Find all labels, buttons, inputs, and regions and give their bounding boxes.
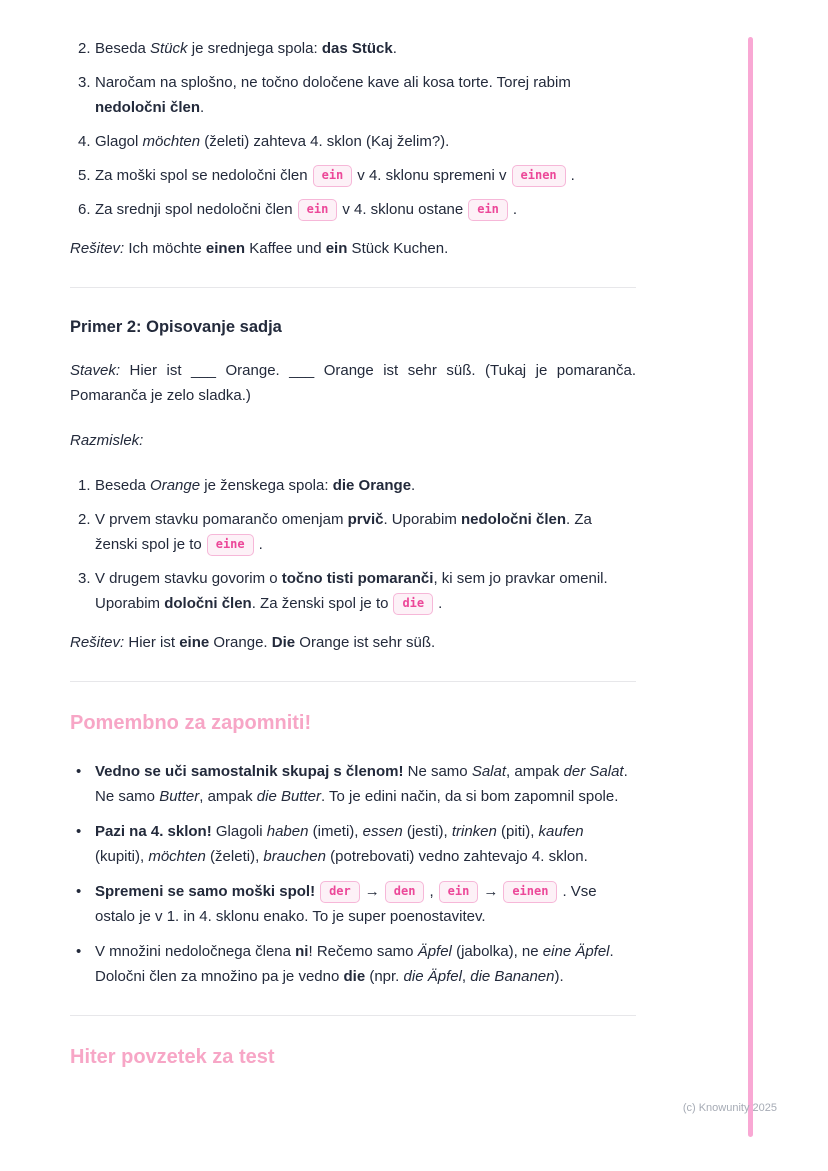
text-run: Beseda <box>95 40 151 57</box>
text-run: Glagoli <box>211 823 267 840</box>
list-item <box>70 566 636 616</box>
text-run: Hier ist ___ Orange. ___ Orange ist sehr süß. (Tukaj je pomaranča. Pomaranča je zelo sladka.) <box>70 362 636 404</box>
text-run: Kaffee und <box>245 240 326 257</box>
list-item-number: 3. <box>78 570 91 587</box>
text-run: das Stück <box>321 40 393 57</box>
text-run: je srednjega spola: <box>187 40 322 57</box>
list-item <box>70 879 636 929</box>
bullet-marker: • <box>76 823 82 840</box>
text-run: Beseda <box>95 477 151 494</box>
text-run: nedoločni člen <box>95 99 201 116</box>
list-item-number: 4. <box>78 133 91 150</box>
example2-steps-list <box>70 473 636 616</box>
text-run: . Za ženski spol je to <box>95 511 592 553</box>
text-run: (jabolka), ne <box>451 943 543 960</box>
example2-reflection-label <box>70 428 636 453</box>
bullet-marker: • <box>76 943 82 960</box>
list-item-number: 5. <box>78 167 91 184</box>
text-run: die Bananen <box>470 968 555 985</box>
list-item-text <box>95 819 636 869</box>
text-run: Die <box>271 634 296 651</box>
text-run: , <box>429 883 434 900</box>
example1-steps-list <box>70 36 636 222</box>
text-run: prvič <box>347 511 384 528</box>
text-run: Hier ist <box>124 634 180 651</box>
list-item-text <box>95 36 636 61</box>
list-item <box>70 197 636 222</box>
text-run: V množini nedoločnega člena <box>95 943 296 960</box>
list-item-text <box>95 507 636 557</box>
section-divider <box>70 1015 636 1016</box>
text-run: essen <box>362 823 403 840</box>
text-run: Naročam na splošno, ne točno določene kave ali kosa torte. Torej rabim <box>95 74 571 91</box>
example2-heading: Primer 2: Opisovanje sadja <box>70 318 282 336</box>
text-run: Stück <box>150 40 188 57</box>
text-run: Ich möchte <box>124 240 206 257</box>
text-run: die Butter <box>256 788 321 805</box>
text-run: določni člen <box>164 595 252 612</box>
text-run: . Ne samo <box>95 763 628 805</box>
important-bullet-list <box>70 759 636 989</box>
list-item <box>70 819 636 869</box>
text-run: Butter <box>159 788 200 805</box>
text-run: . To je edini način, da si bom zapomnil spole. <box>320 788 619 805</box>
text-run: , ampak <box>199 788 257 805</box>
example2-solution <box>70 630 636 655</box>
list-item-number: 6. <box>78 201 91 218</box>
text-run: , ki sem jo pravkar omenil. Uporabim <box>95 570 608 612</box>
list-item-number: 3. <box>78 74 91 91</box>
list-item <box>70 759 636 809</box>
list-item-text <box>95 759 636 809</box>
text-run: Orange <box>150 477 201 494</box>
text-run: trinken <box>451 823 497 840</box>
inline-code-chip: ein <box>313 165 353 187</box>
text-run: ! Rečemo samo <box>308 943 418 960</box>
text-run: Salat <box>471 763 507 780</box>
text-run: v 4. sklonu ostane <box>342 201 464 218</box>
list-item-text <box>95 879 636 929</box>
inline-code-chip: einen <box>512 165 566 187</box>
summary-heading: Hiter povzetek za test <box>70 1046 275 1068</box>
text-run: einen <box>205 240 246 257</box>
text-run: Glagol <box>95 133 143 150</box>
text-run: . <box>200 99 205 116</box>
text-run: Pazi na 4. sklon! <box>95 823 212 840</box>
list-item-text <box>95 70 636 120</box>
text-run: . Določni člen za množino pa je vedno <box>95 943 614 985</box>
list-item <box>70 473 636 498</box>
text-run: der Salat <box>563 763 624 780</box>
list-item-text <box>95 939 636 989</box>
text-run: die <box>343 968 366 985</box>
text-run: eine Äpfel <box>542 943 610 960</box>
text-run: je ženskega spola: <box>200 477 333 494</box>
text-run: (potrebovati) vedno zahtevajo 4. sklon. <box>325 848 588 865</box>
text-run: V prvem stavku pomarančo omenjam <box>95 511 348 528</box>
list-item <box>70 129 636 154</box>
text-run: Za srednji spol nedoločni člen <box>95 201 293 218</box>
text-run: . <box>258 536 263 553</box>
list-item-number: 1. <box>78 477 91 494</box>
text-run: (piti), <box>496 823 539 840</box>
text-run: eine <box>179 634 210 651</box>
text-run: ein <box>325 240 348 257</box>
text-run: v 4. sklonu spremeni v <box>357 167 507 184</box>
text-run: (jesti), <box>402 823 452 840</box>
text-run: (npr. <box>365 968 404 985</box>
text-run: . <box>411 477 416 494</box>
list-item <box>70 507 636 557</box>
text-run: haben <box>266 823 309 840</box>
text-run: ). <box>554 968 564 985</box>
inline-code-chip: ein <box>468 199 508 221</box>
text-run: Stavek: <box>70 362 121 379</box>
bullet-marker: • <box>76 763 82 780</box>
text-run: , ampak <box>506 763 564 780</box>
list-item-text <box>95 163 636 188</box>
text-run: die Orange <box>332 477 412 494</box>
section-divider <box>70 681 636 682</box>
important-heading: Pomembno za zapomniti! <box>70 712 312 734</box>
text-run: Za moški spol se nedoločni člen <box>95 167 308 184</box>
list-item-text <box>95 129 636 154</box>
example2-sentence <box>70 358 636 408</box>
section-divider <box>70 287 636 288</box>
page-accent-bar <box>748 37 753 1137</box>
list-item <box>70 36 636 61</box>
text-run: die Äpfel <box>403 968 462 985</box>
text-run: Orange ist sehr süß. <box>295 634 436 651</box>
text-run: . <box>570 167 575 184</box>
list-item-number: 2. <box>78 511 91 528</box>
text-run: . <box>438 595 443 612</box>
inline-code-chip: einen <box>503 881 557 903</box>
list-item-text <box>95 197 636 222</box>
list-item <box>70 163 636 188</box>
inline-code-chip: der <box>320 881 360 903</box>
text-run: . Za ženski spol je to <box>251 595 389 612</box>
text-run: möchten <box>148 848 206 865</box>
inline-code-chip: den <box>385 881 425 903</box>
list-item <box>70 70 636 120</box>
text-run: Spremeni se samo moški spol! <box>95 883 316 900</box>
text-run: . <box>512 201 518 218</box>
text-run: V drugem stavku govorim o <box>95 570 282 587</box>
text-run: . Vse ostalo je v 1. in 4. sklonu enako. To je super poenostavitev. <box>95 883 597 925</box>
list-item <box>70 939 636 989</box>
list-item-text <box>95 566 636 616</box>
text-run: → <box>483 883 499 900</box>
text-run: . Uporabim <box>383 511 461 528</box>
text-run: möchten <box>142 133 201 150</box>
inline-code-chip: die <box>393 593 433 615</box>
text-run: Rešitev: <box>70 634 125 651</box>
bullet-marker: • <box>76 883 82 900</box>
text-run: točno tisti pomaranči <box>281 570 434 587</box>
text-run: Vedno se uči samostalnik skupaj s členom! <box>95 763 404 780</box>
text-run: nedoločni člen <box>461 511 567 528</box>
text-run: Äpfel <box>417 943 452 960</box>
inline-code-chip: ein <box>439 881 479 903</box>
text-run: Razmislek: <box>70 432 144 449</box>
text-run: Rešitev: <box>70 240 125 257</box>
text-run: (želeti), <box>205 848 264 865</box>
example1-solution <box>70 236 636 261</box>
list-item-number: 2. <box>78 40 91 57</box>
page-content <box>70 36 636 1071</box>
text-run: Ne samo <box>403 763 472 780</box>
text-run: kaufen <box>538 823 584 840</box>
text-run: , <box>461 968 471 985</box>
inline-code-chip: eine <box>207 534 254 556</box>
text-run: Stück Kuchen. <box>347 240 449 257</box>
text-run: (želeti) zahteva 4. sklon (Kaj želim?). <box>200 133 450 150</box>
text-run: → <box>364 883 380 900</box>
text-run: (kupiti), <box>95 848 149 865</box>
text-run: . <box>392 40 397 57</box>
text-run: Orange. <box>209 634 272 651</box>
text-run: brauchen <box>263 848 326 865</box>
text-run: (imeti), <box>308 823 363 840</box>
inline-code-chip: ein <box>298 199 338 221</box>
copyright-text: (c) Knowunity 2025 <box>682 1102 777 1114</box>
list-item-text <box>95 473 636 498</box>
text-run: ni <box>295 943 309 960</box>
